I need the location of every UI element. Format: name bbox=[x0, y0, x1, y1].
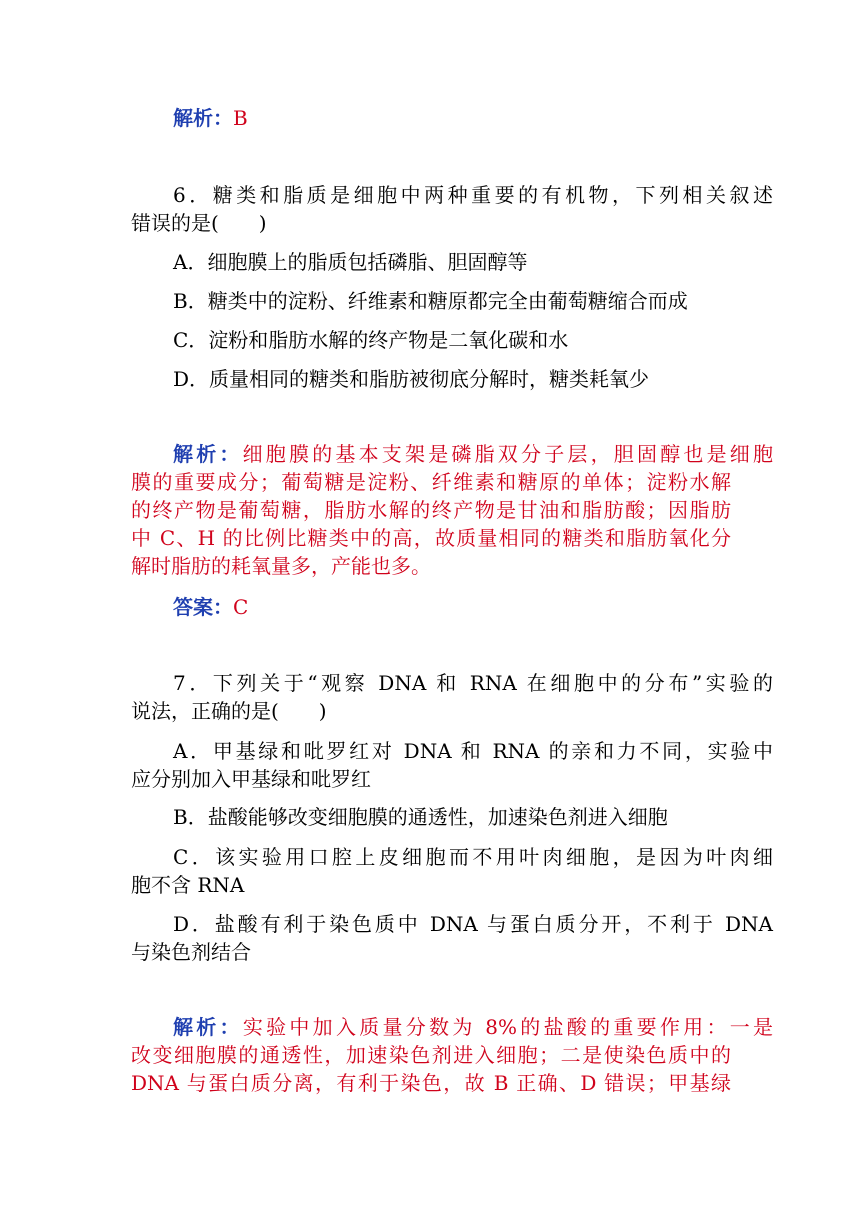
question-6-stem-line-2: 错误的是( ) bbox=[131, 211, 267, 235]
analysis-text: 实验中加入质量分数为 8%的盐酸的重要作用：一是 bbox=[242, 1015, 774, 1039]
question-6-option-c: C．淀粉和脂肪水解的终产物是二氧化碳和水 bbox=[173, 328, 569, 352]
analysis-line bbox=[131, 104, 773, 132]
analysis-label: 解析： bbox=[173, 106, 233, 130]
question-6-analysis-line-2: 膜的重要成分；葡萄糖是淀粉、纤维素和糖原的单体；淀粉水解 bbox=[131, 470, 731, 494]
question-7-stem-line-2: 说法，正确的是( ) bbox=[131, 699, 327, 723]
question-6-option-d: D．质量相同的糖类和脂肪被彻底分解时，糖类耗氧少 bbox=[173, 367, 650, 391]
question-6-stem-line-1: 6．糖类和脂质是细胞中两种重要的有机物，下列相关叙述 bbox=[173, 183, 773, 207]
question-7-option-d-line-2: 与染色剂结合 bbox=[131, 940, 251, 964]
question-7-analysis-line-1 bbox=[131, 1013, 773, 1041]
question-6-analysis-line-4: 中 C、H 的比例比糖类中的高，故质量相同的糖类和脂肪氧化分 bbox=[131, 526, 731, 550]
question-7-option-b: B．盐酸能够改变细胞膜的通透性，加速染色剂进入细胞 bbox=[173, 805, 668, 829]
question-6-analysis-line-3: 的终产物是葡萄糖，脂肪水解的终产物是甘油和脂肪酸；因脂肪 bbox=[131, 498, 731, 522]
question-6-option-a: A．细胞膜上的脂质包括磷脂、胆固醇等 bbox=[173, 250, 528, 274]
question-6-analysis-line-5: 解时脂肪的耗氧量多，产能也多。 bbox=[131, 554, 431, 578]
analysis-value: B bbox=[233, 106, 248, 130]
question-7-option-c-line-1: C．该实验用口腔上皮细胞而不用叶肉细胞，是因为叶肉细 bbox=[173, 845, 773, 869]
question-7-analysis-line-3: DNA 与蛋白质分离，有利于染色，故 B 正确、D 错误；甲基绿 bbox=[131, 1071, 731, 1095]
question-6-analysis-line-1 bbox=[131, 440, 773, 468]
answer-value: C bbox=[233, 595, 249, 619]
question-7-option-a-line-1: A．甲基绿和吡罗红对 DNA 和 RNA 的亲和力不同，实验中 bbox=[173, 739, 773, 763]
question-7-option-a-line-2: 应分别加入甲基绿和吡罗红 bbox=[131, 767, 371, 791]
analysis-text: 细胞膜的基本支架是磷脂双分子层，胆固醇也是细胞 bbox=[242, 442, 774, 466]
question-7-option-c-line-2: 胞不含 RNA bbox=[131, 873, 245, 897]
question-7-option-d-line-1: D．盐酸有利于染色质中 DNA 与蛋白质分开，不利于 DNA bbox=[173, 912, 773, 936]
answer-label: 答案： bbox=[173, 595, 233, 619]
question-6-answer bbox=[131, 593, 773, 621]
question-6-option-b: B．糖类中的淀粉、纤维素和糖原都完全由葡萄糖缩合而成 bbox=[173, 289, 688, 313]
question-7-stem-line-1: 7．下列关于“观察 DNA 和 RNA 在细胞中的分布”实验的 bbox=[173, 671, 773, 695]
analysis-label: 解析： bbox=[173, 442, 243, 466]
question-7-analysis-line-2: 改变细胞膜的通透性，加速染色剂进入细胞；二是使染色质中的 bbox=[131, 1043, 731, 1067]
analysis-label: 解析： bbox=[173, 1015, 243, 1039]
